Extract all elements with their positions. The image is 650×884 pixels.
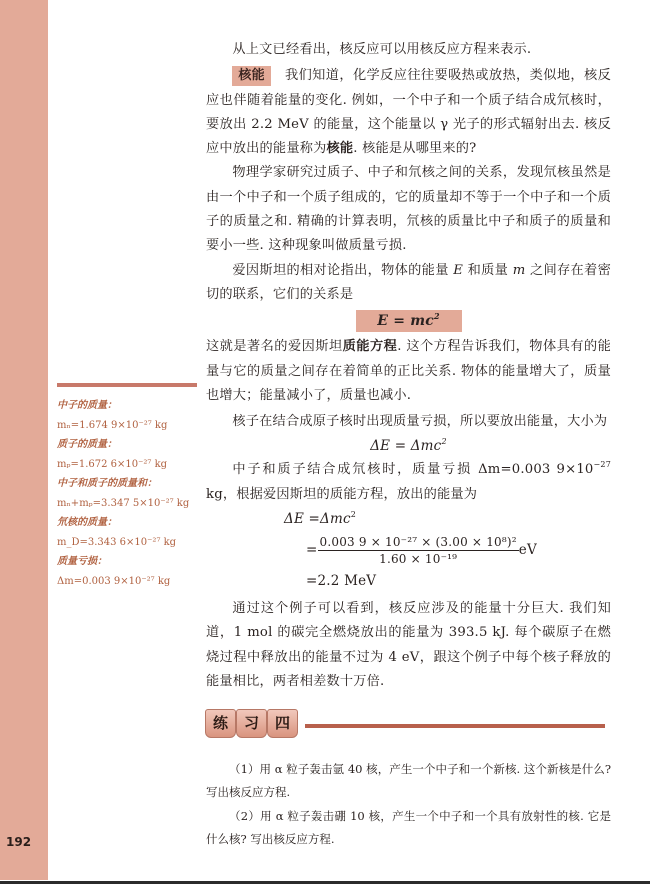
comparison-paragraph: 通过这个例子可以看到，核反应涉及的能量十分巨大. 我们知道，1 mol 的碳完全燃烧放出的能量为 393.5 kJ. 每个碳原子在燃烧过程中释放出的能量不过为 4 eV，跟这个例子中每个核子释放的能量相比，两者相差数十万倍.: [206, 601, 611, 689]
text: 之间存在着密切的联系，它们的关系是: [206, 262, 611, 302]
nuclear-energy-paragraph: [206, 64, 611, 161]
exponent: −27: [593, 460, 611, 470]
intro-paragraph: 从上文已经看出，核反应可以用核反应方程来表示.: [232, 42, 532, 57]
text: . 核能是从哪里来的?: [353, 141, 477, 157]
main-text: [206, 38, 611, 694]
side-note: [57, 396, 197, 591]
equation-emc2: [356, 310, 462, 332]
page-number: 192: [6, 835, 32, 849]
exponent: 2: [433, 311, 440, 322]
equation-text: E = mc: [377, 313, 434, 330]
side-note-label: 质子的质量：: [57, 439, 117, 450]
exercise-list: [206, 758, 611, 850]
side-note-value: m_D=3.343 6×10⁻²⁷ kg: [57, 536, 177, 548]
text: 爱因斯坦的相对论指出，物体的能量: [232, 262, 449, 278]
fraction-denominator: 1.60 × 10⁻¹⁹: [379, 552, 458, 567]
derivation-line-2: [284, 531, 611, 569]
equation-delta-e: [206, 434, 611, 458]
side-note-value: mₙ+mₚ=3.347 5×10⁻²⁷ kg: [57, 497, 190, 509]
derivation-line-1: [284, 507, 611, 531]
side-note-divider: [57, 383, 197, 387]
exercise-question-2: （2）用 α 粒子轰击硼 10 核，产生一个中子和一个具有放射性的核. 它是什么核? 写出核反应方程.: [206, 809, 611, 846]
side-note-value: Δm=0.003 9×10⁻²⁷ kg: [57, 575, 171, 587]
mass-energy-paragraph: [206, 335, 611, 408]
equation-text: ΔE =Δmc: [284, 511, 351, 528]
text: kg，根据爱因斯坦的质能方程，放出的能量为: [206, 486, 478, 502]
text: 中子和质子结合成氘核时，质量亏损 Δm=0.003 9×10: [232, 462, 594, 478]
exponent: 2: [350, 510, 357, 520]
equals-sign: =: [306, 542, 318, 559]
fraction-numerator: 0.003 9 × 10⁻²⁷ × (3.00 × 10⁸)²: [319, 535, 517, 550]
side-note-label: 中子和质子的质量和：: [57, 478, 157, 489]
unit: eV: [518, 542, 537, 559]
exercise-header: [205, 707, 605, 739]
text: . 这个方程告诉我们，物体具有的能量与它的质量之间存在着简单的正比关系. 物体的能量增大了，质量也增大；能量减小了，质量也减小.: [206, 339, 611, 403]
text: 这就是著名的爱因斯坦: [206, 339, 343, 355]
symbol-E: E: [453, 262, 464, 278]
side-note-label: 中子的质量：: [57, 400, 117, 411]
page-margin-strip: [0, 0, 48, 880]
exercise-header-rule: [305, 724, 605, 728]
deuteron-paragraph: [206, 458, 611, 507]
text: 我们知道，化学反应往往要吸热或放热，类似地，核反应也伴随着能量的变化. 例如，一个中子和一个质子结合成氘核时，要放出 2.2 MeV 的能量，这个能量以 γ 光子的形式辐射出去. 核反应中放出的能量称为: [206, 68, 611, 157]
relativity-paragraph: [206, 259, 611, 308]
derivation-result: =2.2 MeV: [306, 573, 377, 590]
section-tag-nuclear-energy: 核能: [232, 66, 270, 86]
exercise-title-char: 练: [205, 709, 236, 738]
term-nuclear-energy: 核能: [326, 141, 354, 157]
term-mass-energy-equation: 质能方程: [342, 339, 398, 355]
side-note-label: 质量亏损：: [57, 556, 107, 567]
fraction: [318, 534, 519, 567]
exercise-question-1: （1）用 α 粒子轰击氩 40 核，产生一个中子和一个新核. 这个新核是什么? 写出核反应方程.: [206, 762, 611, 799]
mass-defect-paragraph: 物理学家研究过质子、中子和氘核之间的关系，发现氘核虽然是由一个中子和一个质子组成的，它的质量却不等于一个中子和一个质子的质量之和. 精确的计算表明，氘核的质量比中子和质子的质量和要小一些. 这种现象叫做质量亏损.: [206, 165, 611, 254]
exercise-title-char: 习: [236, 709, 267, 738]
side-note-label: 氘核的质量：: [57, 517, 117, 528]
exercise-title-char: 四: [267, 709, 298, 738]
exponent: 2: [441, 437, 447, 447]
text: 和质量: [467, 262, 509, 278]
energy-derivation: [284, 507, 611, 593]
equation-text: ΔE = Δmc: [370, 438, 442, 455]
side-note-value: mₚ=1.672 6×10⁻²⁷ kg: [57, 458, 168, 470]
side-note-value: mₙ=1.674 9×10⁻²⁷ kg: [57, 419, 168, 431]
symbol-m: m: [512, 262, 526, 278]
binding-paragraph: 核子在结合成原子核时出现质量亏损，所以要放出能量，大小为: [232, 414, 608, 430]
